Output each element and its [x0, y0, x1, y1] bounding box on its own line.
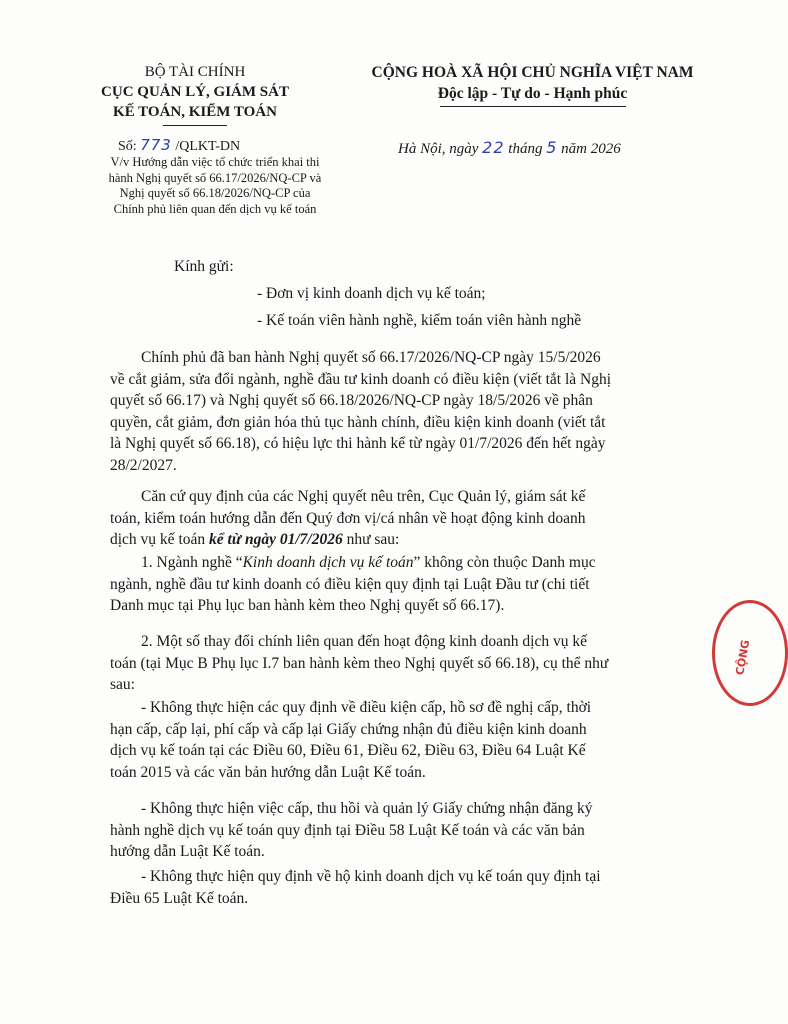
recipients-label: Kính gửi:	[174, 258, 234, 275]
document-number-handwritten: 773	[140, 136, 172, 154]
paragraph-basis: Căn cứ quy định của các Nghị quyết nêu trên, Cục Quản lý, giám sát kế toán, kiểm toán hướng dẫn đến Quý đơn vị/cá nhân về hoạt động kinh doanh dịch vụ kế toán kể từ ngày 01/7/2026 như sau:	[110, 488, 586, 548]
date-day-handwritten: 22	[482, 138, 505, 157]
document-date: Hà Nội, ngày 22 tháng 5 năm 2026	[398, 138, 621, 157]
recipient-item: - Đơn vị kinh doanh dịch vụ kế toán;	[257, 285, 486, 302]
document-number: Số: 773 /QLKT-DN	[118, 136, 241, 154]
paragraph-item-2: 2. Một số thay đổi chính liên quan đến hoạt động kinh doanh dịch vụ kế toán (tại Mục B Phụ lục I.7 ban hành kèm theo Nghị quyết số 66.18), cụ thể như sau:	[110, 633, 609, 693]
ministry-name: BỘ TÀI CHÍNH	[144, 64, 246, 80]
national-motto: Độc lập - Tự do - Hạnh phúc	[437, 85, 628, 102]
effective-date-emphasis: kể từ ngày 01/7/2026	[209, 531, 343, 548]
date-month-handwritten: 5	[546, 138, 558, 157]
paragraph-item-1: 1. Ngành nghề “Kinh doanh dịch vụ kế toán” không còn thuộc Danh mục ngành, nghề đầu tư kinh doanh có điều kiện quy định tại Luật Đầu tư (chi tiết Danh mục tại Phụ lục ban hành kèm theo Nghị quyết số 66.17).	[110, 554, 596, 614]
paragraph-bullet-3: - Không thực hiện quy định về hộ kinh doanh dịch vụ kế toán quy định tại Điều 65 Luật Kế toán.	[110, 868, 601, 907]
paragraph-intro: Chính phủ đã ban hành Nghị quyết số 66.17/2026/NQ-CP ngày 15/5/2026 về cắt giảm, sửa đổi ngành, nghề đầu tư kinh doanh có điều kiện (viết tắt là Nghị quyết số 66.17) và Nghị quyết số 66.18/2026/NQ-CP ngày 18/5/2026 về phân quyền, cắt giảm, đơn giản hóa thủ tục hành chính, điều kiện kinh doanh (viết tắt là Nghị quyết số 66.18), có hiệu lực thi hành kể từ ngày 01/7/2026 đến hết ngày 28/2/2027.	[110, 349, 612, 474]
agency-name-line2: KẾ TOÁN, KIỂM TOÁN	[113, 104, 277, 120]
issuer-header	[60, 62, 330, 122]
recipient-item: - Kế toán viên hành nghề, kiểm toán viên hành nghề	[257, 312, 582, 329]
paragraph-bullet-2: - Không thực hiện việc cấp, thu hồi và quản lý Giấy chứng nhận đăng ký hành nghề dịch vụ kế toán quy định tại Điều 58 Luật Kế toán và các văn bản hướng dẫn Luật Kế toán.	[110, 800, 593, 860]
motto-divider	[440, 106, 626, 107]
national-header	[355, 62, 710, 104]
country-name: CỘNG HOÀ XÃ HỘI CHỦ NGHĨA VIỆT NAM	[371, 64, 694, 81]
agency-name-line1: CỤC QUẢN LÝ, GIÁM SÁT	[101, 84, 289, 100]
paragraph-bullet-1: - Không thực hiện các quy định về điều kiện cấp, hồ sơ đề nghị cấp, thời hạn cấp, cấp lại, phí cấp và cấp lại Giấy chứng nhận đủ điều kiện kinh doanh dịch vụ kế toán tại các Điều 60, Điều 61, Điều 62, Điều 63, Điều 64 Luật Kế toán 2015 và các văn bản hướng dẫn Luật Kế toán.	[110, 699, 592, 781]
document-subject: V/v Hướng dẫn việc tổ chức triển khai thi hành Nghị quyết số 66.17/2026/NQ-CP và Nghị quyết số 66.18/2026/NQ-CP của Chính phủ liên quan đến dịch vụ kế toán	[108, 155, 322, 216]
official-stamp: CỘNG	[712, 600, 788, 706]
issuer-divider	[163, 125, 227, 126]
